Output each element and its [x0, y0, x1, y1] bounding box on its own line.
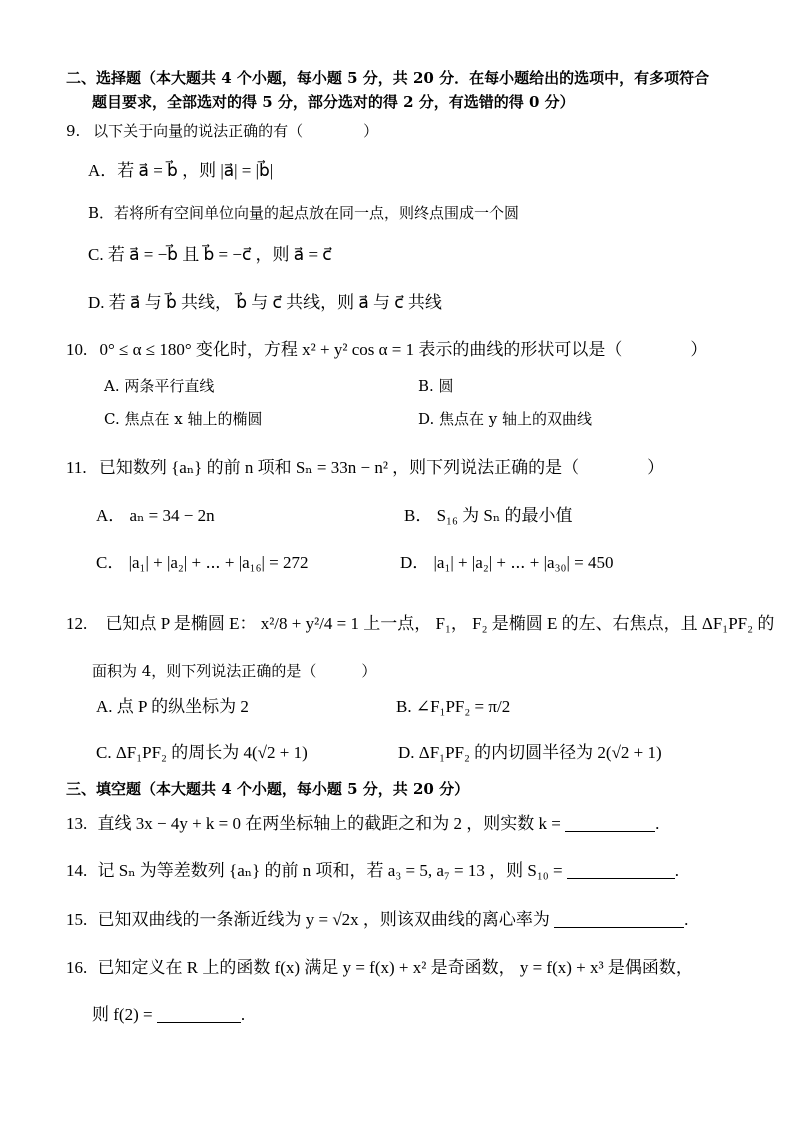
- question-14: [66, 861, 679, 881]
- question-14-end: .: [674, 861, 680, 880]
- question-14-answer-blank[interactable]: [567, 862, 675, 879]
- question-16-answer-blank[interactable]: [157, 1006, 241, 1023]
- question-15-end: .: [684, 910, 689, 929]
- question-10-option-b: B. 圆: [418, 377, 454, 395]
- question-14-stem: 记 Sₙ 为等差数列 {aₙ} 的前 n 项和，若 a₃ = 5, a₇ = 13 ，则 S₁₀ =: [97, 861, 563, 880]
- question-11-option-a: A． aₙ = 34 − 2n: [96, 506, 215, 525]
- section-2-title-line-1: 二、选择题（本大题共 4 个小题，每小题 5 分，共 20 分．在每小题给出的选项中，有多项符合: [66, 69, 710, 87]
- question-13-end: .: [655, 814, 660, 833]
- question-9-option-d: D. 若 a⃗ 与 b⃗ 共线， b⃗ 与 c⃗ 共线，则 a⃗ 与 c⃗ 共线: [88, 293, 442, 312]
- question-16-stem-line-1: 已知定义在 R 上的函数 f(x) 满足 y = f(x) + x² 是奇函数， y = f(x) + x³ 是偶函数，: [97, 958, 693, 977]
- section-3-title: 三、填空题（本大题共 4 个小题，每小题 5 分，共 20 分）: [66, 780, 470, 798]
- question-11-option-b: B． S₁₆ 为 Sₙ 的最小值: [404, 506, 573, 525]
- question-14-number: 14.: [66, 861, 88, 880]
- question-13-number: 13.: [66, 814, 88, 833]
- question-11-option-c: C． |a₁| + |a₂| + ⋯ + |a₁₆| = 272: [96, 553, 309, 572]
- question-15-number: 15.: [66, 910, 88, 929]
- question-9-option-c: C. 若 a⃗ = −b⃗ 且 b⃗ = −c⃗ ，则 a⃗ = c⃗: [88, 245, 332, 264]
- question-9-number: 9.: [66, 122, 81, 140]
- question-9-option-b: B．若将所有空间单位向量的起点放在同一点，则终点围成一个圆: [88, 204, 520, 222]
- question-16-line-2: [92, 1005, 245, 1025]
- question-13: [66, 814, 659, 834]
- question-11-stem: 已知数列 {aₙ} 的前 n 项和 Sₙ = 33n − n² ，则下列说法正确的是（ ）: [98, 458, 665, 477]
- question-12-option-c: C. ΔF₁PF₂ 的周长为 4(√2 + 1): [96, 743, 308, 762]
- question-10-option-c: C. 焦点在 x 轴上的椭圆: [104, 410, 263, 428]
- question-15-answer-blank[interactable]: [554, 911, 684, 928]
- question-10-option-a: A. 两条平行直线: [104, 377, 215, 395]
- question-12: [66, 614, 774, 634]
- question-12-stem-line-2: 面积为 4，则下列说法正确的是（ ）: [92, 662, 377, 680]
- question-12-option-a: A. 点 P 的纵坐标为 2: [96, 697, 249, 716]
- question-9-option-a: A．若 a⃗ = b⃗ ，则 |a⃗| = |b⃗|: [88, 161, 274, 180]
- section-2-title-line-2: 题目要求，全部选对的得 5 分，部分选对的得 2 分，有选错的得 0 分）: [92, 93, 575, 111]
- question-15-stem: 已知双曲线的一条渐近线为 y = √2x ，则该双曲线的离心率为: [97, 910, 550, 929]
- question-12-option-b: B. ∠F₁PF₂ = π/2: [396, 697, 511, 716]
- question-16-stem-line-2: 则 f(2) =: [92, 1005, 153, 1024]
- question-9-stem: 以下关于向量的说法正确的有（ ）: [93, 122, 379, 140]
- question-11-option-d: D． |a₁| + |a₂| + ⋯ + |a₃₀| = 450: [400, 553, 614, 572]
- question-11: [66, 458, 664, 478]
- question-16-number: 16.: [66, 958, 88, 977]
- question-13-answer-blank[interactable]: [565, 815, 655, 832]
- question-10: [66, 340, 707, 360]
- question-10-option-d: D. 焦点在 y 轴上的双曲线: [418, 410, 593, 428]
- question-10-number: 10.: [66, 340, 88, 359]
- question-15: [66, 910, 688, 930]
- question-12-number: 12.: [66, 614, 88, 633]
- question-10-stem: 0° ≤ α ≤ 180° 变化时，方程 x² + y² cos α = 1 表示的曲线的形状可以是（ ）: [99, 340, 708, 359]
- question-12-stem-line-1: 已知点 P 是椭圆 E： x²/8 + y²/4 = 1 上一点， F₁， F₂ 是椭圆 E 的左、右焦点，且 ΔF₁PF₂ 的: [105, 614, 775, 633]
- question-11-number: 11.: [66, 458, 87, 477]
- question-16: [66, 958, 693, 978]
- question-16-end: .: [240, 1005, 246, 1024]
- question-13-stem: 直线 3x − 4y + k = 0 在两坐标轴上的截距之和为 2 ，则实数 k =: [97, 814, 561, 833]
- question-9: [66, 121, 378, 141]
- question-12-option-d: D. ΔF₁PF₂ 的内切圆半径为 2(√2 + 1): [398, 743, 662, 762]
